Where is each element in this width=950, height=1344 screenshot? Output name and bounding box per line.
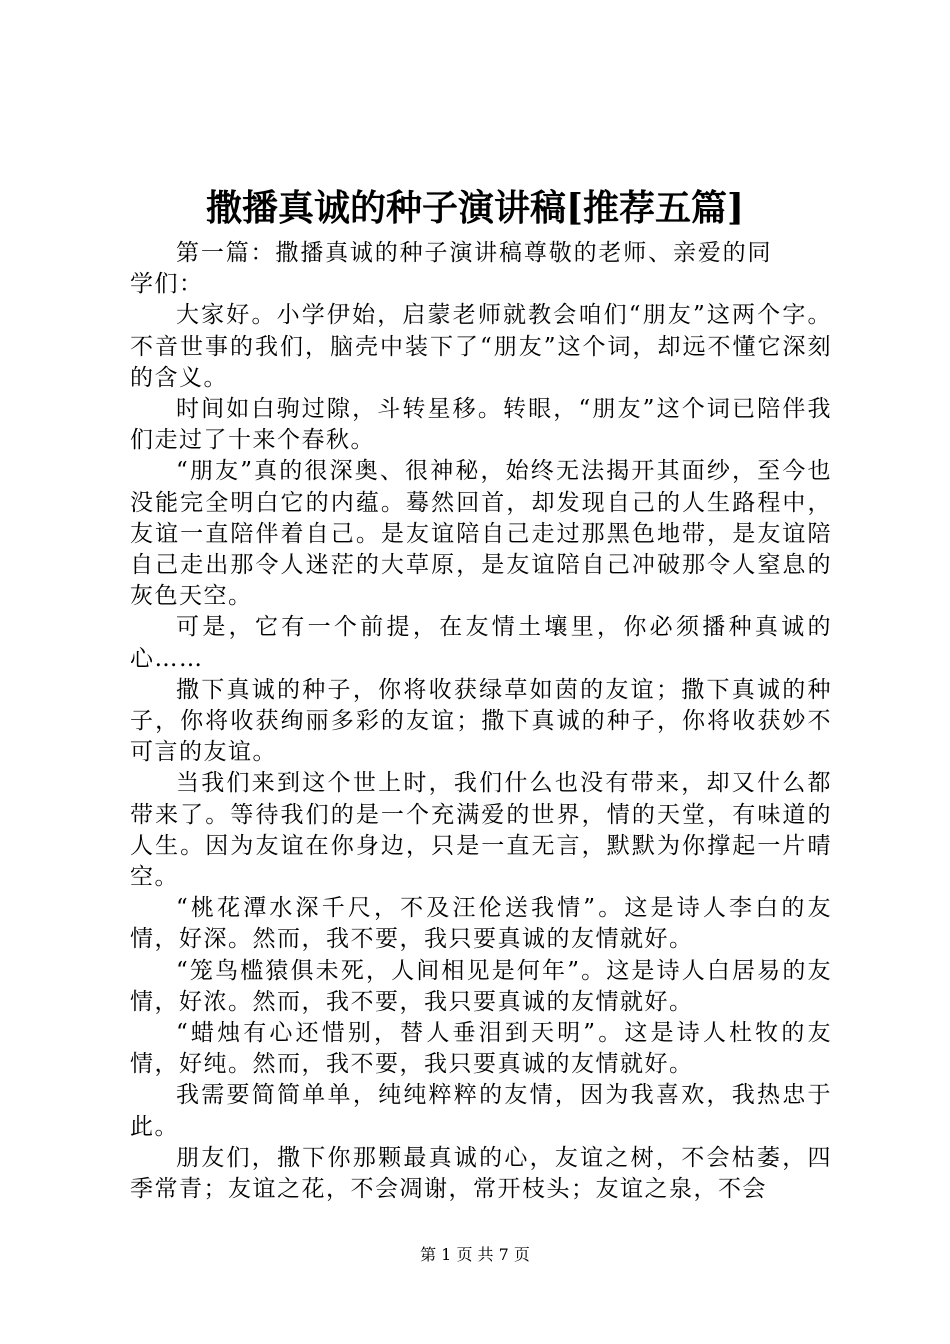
paragraph-7: 当我们来到这个世上时，我们什么也没有带来，却又什么都带来了。等待我们的是一个充满爱的世界，情的天堂，有味道的人生。因为友谊在你身边，只是一直无言，默默为你撑起一片晴空。: [130, 770, 832, 891]
paragraph-2: 大家好。小学伊始，启蒙老师就教会咱们“朋友”这两个字。不音世事的我们，脑壳中装下了“朋友”这个词，却远不懂它深刻的含义。: [130, 302, 832, 391]
paragraph-3: 时间如白驹过隙，斗转星移。转眼，“朋友”这个词已陪伴我们走过了十来个春秋。: [130, 396, 832, 454]
document-body: [130, 238, 832, 1205]
paragraph-1: 第一篇：撒播真诚的种子演讲稿尊敬的老师、亲爱的同学们：: [130, 240, 772, 298]
document-title: 撒播真诚的种子演讲稿[推荐五篇]: [205, 187, 745, 229]
paragraph-4: “朋友”真的很深奥、很神秘，始终无法揭开其面纱，至今也没能完全明白它的内蕴。蓦然回首，却发现自己的人生路程中，友谊一直陪伴着自己。是友谊陪自己走过那黑色地带，是友谊陪自己走出那令人迷茫的大草原，是友谊陪自己冲破那令人窒息的灰色天空。: [130, 458, 832, 610]
page-footer: 第 1 页 共 7 页: [420, 1245, 530, 1264]
paragraph-11: 我需要简简单单，纯纯粹粹的友情，因为我喜欢，我热忠于此。: [130, 1082, 832, 1140]
paragraph-6: 撒下真诚的种子，你将收获绿草如茵的友谊；撒下真诚的种子，你将收获绚丽多彩的友谊；撒下真诚的种子，你将收获妙不可言的友谊。: [130, 676, 832, 766]
paragraph-8: “桃花潭水深千尺，不及汪伦送我情”。这是诗人李白的友情，好深。然而，我不要，我只要真诚的友情就好。: [130, 895, 832, 953]
paragraph-9: “笼鸟槛猿俱未死，人间相见是何年”。这是诗人白居易的友情，好浓。然而，我不要，我只要真诚的友情就好。: [130, 957, 832, 1015]
paragraph-5: 可是，它有一个前提，在友情土壤里，你必须播种真诚的心……: [130, 614, 832, 672]
paragraph-12: 朋友们，撒下你那颗最真诚的心，友谊之树，不会枯萎，四季常青；友谊之花，不会凋谢，常开枝头；友谊之泉，不会: [130, 1144, 832, 1203]
paragraph-10: “蜡烛有心还惜别，替人垂泪到天明”。这是诗人杜牧的友情，好纯。然而，我不要，我只要真诚的友情就好。: [130, 1020, 832, 1078]
